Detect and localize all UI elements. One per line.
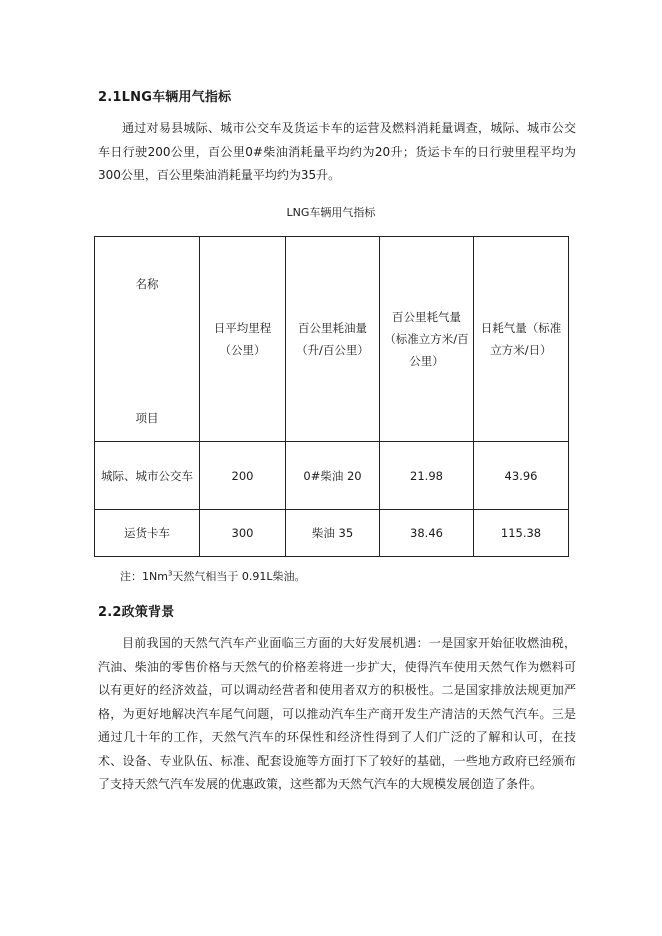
table-cell: 38.46 [380, 510, 474, 557]
section-heading-lng: 2.1LNG车辆用气指标 [98, 90, 232, 105]
section1-paragraph: 通过对易县城际、城市公交车及货运卡车的运营及燃料消耗量调查，城际、城市公交车日行驶200公里，百公里0#柴油消耗量平均约为20升；货运卡车的日行驶里程平均为300公里，百公里柴油消耗量平均约为35升。 [98, 121, 576, 182]
corner-name-label: 名称 [135, 277, 159, 291]
section2-paragraph: 目前我国的天然气汽车产业面临三方面的大好发展机遇：一是国家开始征收燃油税，汽油、柴油的零售价格与天然气的价格差将进一步扩大，使得汽车使用天然气作为燃料可以有更好的经济效益，可以调动经营者和使用者双方的积极性。二是国家排放法规更加严格，为更好地解决汽车尾气问题，可以推动汽车生产商开发生产清洁的天然气汽车。三是通过几十年的工作，天然气汽车的环保性和经济性得到了人们广泛的了解和认可，在技术、设备、专业队伍、标准、配套设施等方面打下了较好的基础，一些地方政府已经颁布了支持天然气汽车发展的优惠政策，这些都为天然气汽车的大规模发展创造了条件。 [98, 636, 576, 791]
header-gas-per-100km: 百公里耗气量（标准立方米/百公里） [380, 237, 474, 442]
table-row [95, 442, 569, 510]
table-cell: 0#柴油 20 [286, 442, 380, 510]
row-label: 运货卡车 [95, 510, 200, 557]
table-note [120, 568, 306, 584]
note-suffix: 天然气相当于 0.91L柴油。 [172, 570, 306, 583]
table-row [95, 510, 569, 557]
table-cell: 200 [200, 442, 286, 510]
table-cell: 115.38 [474, 510, 569, 557]
table-header-row [95, 237, 569, 442]
note-superscript: 3 [167, 569, 173, 578]
table-cell: 300 [200, 510, 286, 557]
table-cell: 21.98 [380, 442, 474, 510]
gas-usage-table [94, 236, 569, 557]
corner-item-label: 项目 [135, 411, 159, 425]
header-daily-gas: 日耗气量（标准立方米/日） [474, 237, 569, 442]
note-prefix: 注：1Nm [120, 570, 168, 583]
row-label: 城际、城市公交车 [95, 442, 200, 510]
table-cell: 43.96 [474, 442, 569, 510]
section-heading-policy: 2.2政策背景 [98, 605, 175, 620]
table-corner-cell [95, 237, 200, 442]
header-daily-mileage: 日平均里程（公里） [200, 237, 286, 442]
header-fuel-per-100km: 百公里耗油量（升/百公里） [286, 237, 380, 442]
table-cell: 柴油 35 [286, 510, 380, 557]
table-caption: LNG车辆用气指标 [286, 206, 376, 219]
